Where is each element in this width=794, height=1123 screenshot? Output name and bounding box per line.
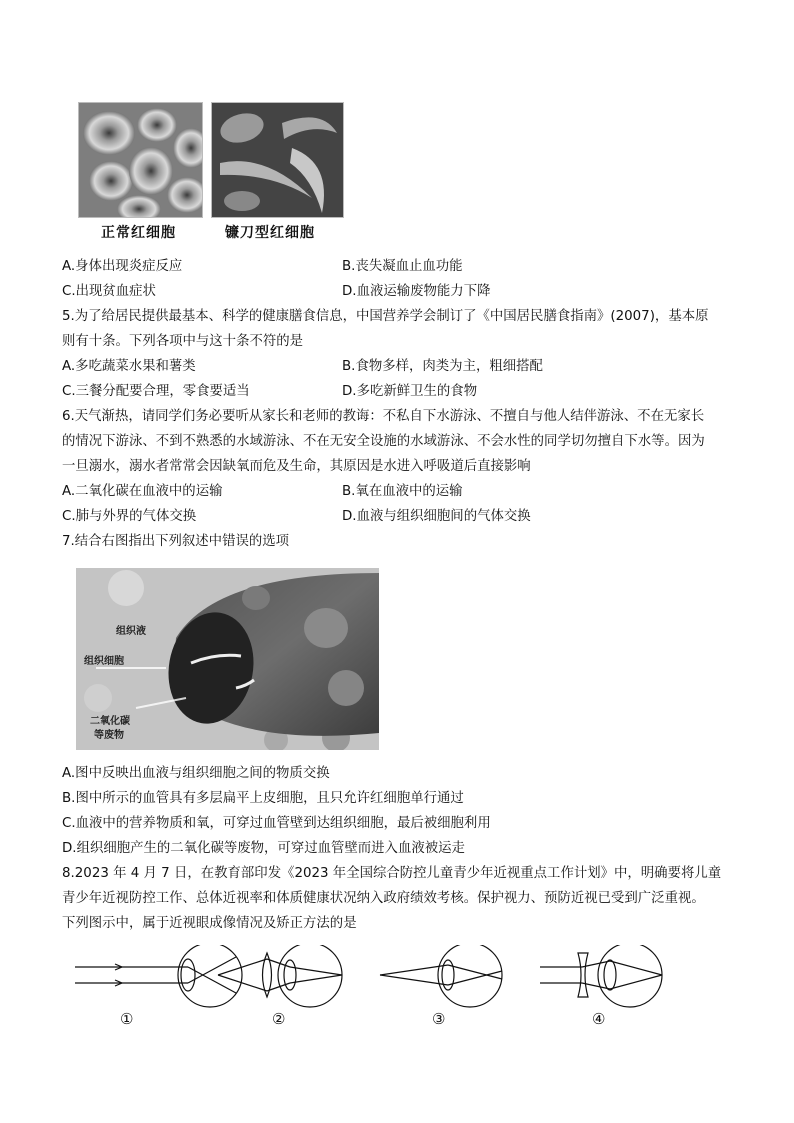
eye-label-3: ③ <box>432 1010 446 1028</box>
q6-stem-line3: 一旦溺水，溺水者常常会因缺氧而危及生命，其原因是水进入呼吸道后直接影响 <box>62 459 531 474</box>
caption-sickle-rbc: 镰刀型红细胞 <box>225 225 315 241</box>
eye-label-4: ④ <box>592 1010 606 1028</box>
q7-option-d: D.组织细胞产生的二氧化碳等废物，可穿过血管壁而进入血液被运走 <box>62 841 465 856</box>
q6-option-a: A.二氧化碳在血液中的运输 <box>62 484 223 499</box>
eye-diagram-2 <box>218 945 342 1007</box>
q8-stem-line1: 8.2023 年 4 月 7 日，在教育部印发《2023 年全国综合防控儿童青少年近视重点工作计划》中，明确要将儿童 <box>62 866 722 881</box>
eye-label-2: ② <box>272 1010 286 1028</box>
q4-option-d: D.血液运输废物能力下降 <box>342 284 491 299</box>
normal-rbc-photo <box>78 102 203 218</box>
q7-option-b: B.图中所示的血管具有多层扁平上皮细胞，且只允许红细胞单行通过 <box>62 791 464 806</box>
q5-option-d: D.多吃新鲜卫生的食物 <box>342 384 478 399</box>
q8-stem-line2: 青少年近视防控工作、总体近视率和体质健康状况纳入政府绩效考核。保护视力、预防近视已受到广泛重视。 <box>62 891 705 906</box>
figure-label-tissue-fluid: 组织液 <box>116 626 146 637</box>
q6-stem-line1: 6.天气渐热，请同学们务必要听从家长和老师的教诲：不私自下水游泳、不擅自与他人结伴游泳、不在无家长 <box>62 409 705 424</box>
q6-option-c: C.肺与外界的气体交换 <box>62 509 197 524</box>
eye-diagram-3 <box>380 945 502 1007</box>
q5-stem-line1: 5.为了给居民提供最基本、科学的健康膳食信息，中国营养学会制订了《中国居民膳食指南》(2007)，基本原 <box>62 309 709 324</box>
sickle-rbc-image <box>212 103 343 217</box>
q5-stem-line2: 则有十条。下列各项中与这十条不符的是 <box>62 334 304 349</box>
q6-option-d: D.血液与组织细胞间的气体交换 <box>342 509 531 524</box>
caption-normal-rbc: 正常红细胞 <box>101 225 176 241</box>
figure-label-co2-line2: 等废物 <box>94 730 124 741</box>
q7-option-c: C.血液中的营养物质和氧，可穿过血管壁到达组织细胞，最后被细胞利用 <box>62 816 491 831</box>
q5-option-c: C.三餐分配要合理，零食要适当 <box>62 384 250 399</box>
eye-diagrams <box>70 945 690 1010</box>
normal-rbc-image <box>79 103 202 217</box>
figure-label-tissue-cell: 组织细胞 <box>84 656 124 667</box>
q4-option-c: C.出现贫血症状 <box>62 284 156 299</box>
q7-option-a: A.图中反映出血液与组织细胞之间的物质交换 <box>62 766 330 781</box>
sickle-rbc-photo <box>211 102 344 218</box>
q5-option-b: B.食物多样，肉类为主，粗细搭配 <box>342 359 543 374</box>
eye-label-1: ① <box>120 1010 134 1028</box>
q8-stem-line3: 下列图示中，属于近视眼成像情况及矫正方法的是 <box>62 916 357 931</box>
q4-option-b: B.丧失凝血止血功能 <box>342 259 463 274</box>
q6-option-b: B.氧在血液中的运输 <box>342 484 463 499</box>
q6-stem-line2: 的情况下游泳、不到不熟悉的水域游泳、不在无安全设施的水域游泳、不会水性的同学切勿擅自下水等。因为 <box>62 434 705 449</box>
q4-option-a: A.身体出现炎症反应 <box>62 259 183 274</box>
q5-option-a: A.多吃蔬菜水果和薯类 <box>62 359 196 374</box>
capillary-figure <box>76 568 379 750</box>
figure-label-co2-line1: 二氧化碳 <box>90 716 130 727</box>
eye-diagram-1 <box>75 945 242 1007</box>
q7-stem-line1: 7.结合右图指出下列叙述中错误的选项 <box>62 534 290 549</box>
eye-diagram-4 <box>540 945 662 1007</box>
